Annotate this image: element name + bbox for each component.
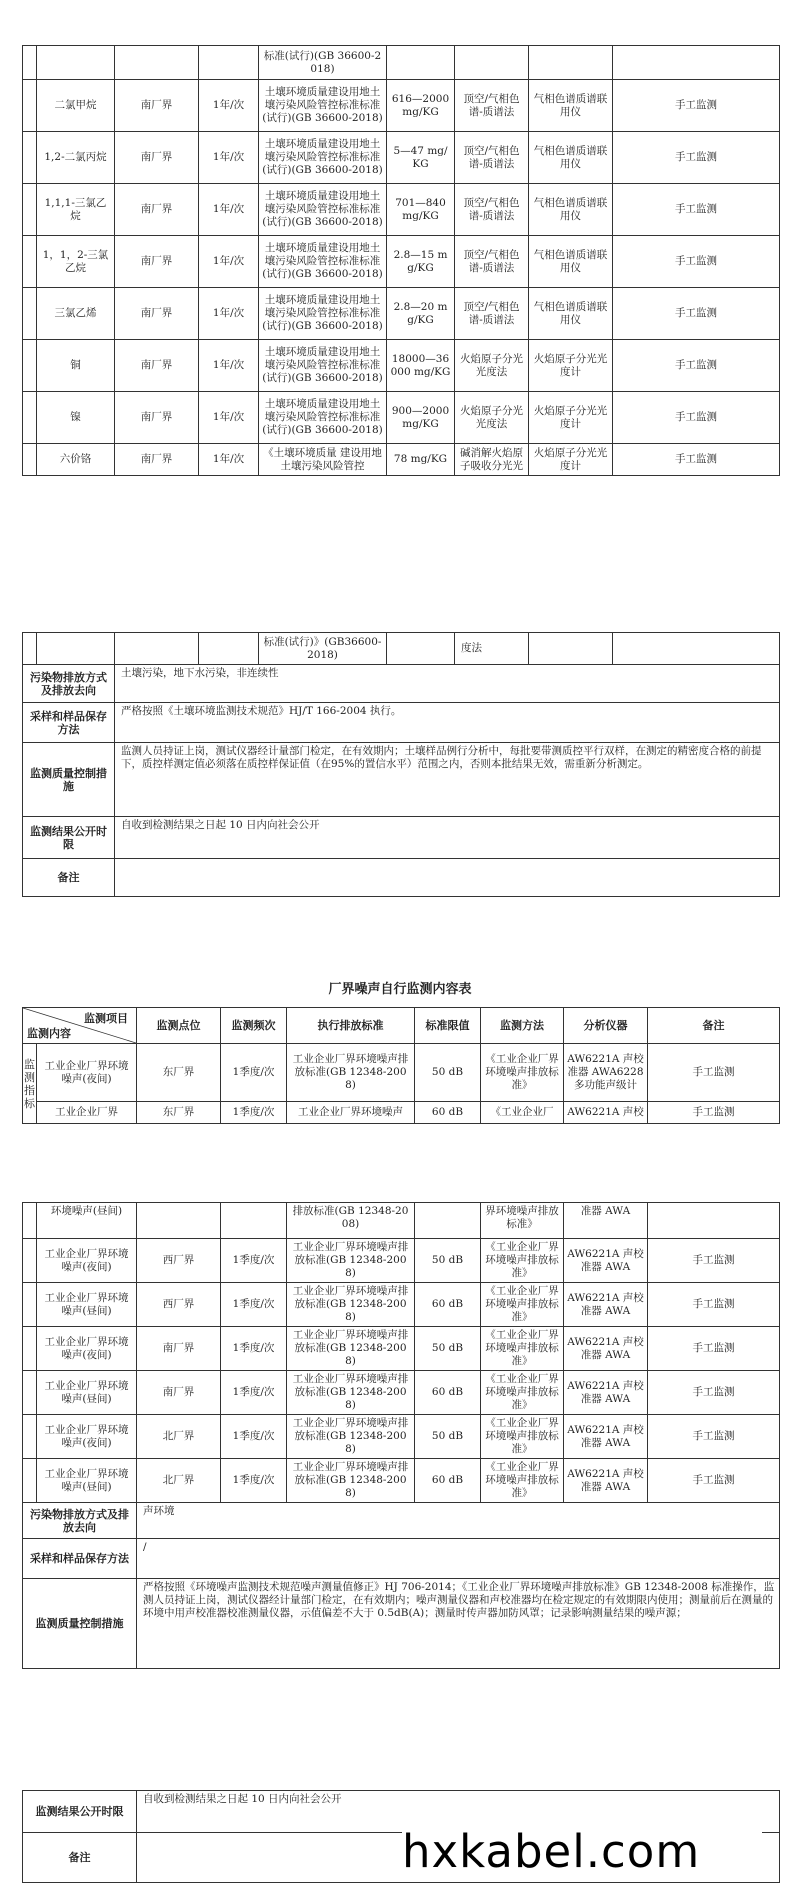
watermark-text: hxkabel.com: [402, 1822, 762, 1882]
item-cell: 工业企业厂界环境噪声(昼间): [37, 1459, 137, 1503]
standard-cell: 标准(试行)(GB 36600-2018): [259, 46, 387, 80]
info-value: 声环境: [137, 1503, 780, 1539]
instrument-cell: AW6221A 声校准器 AWA: [564, 1283, 648, 1327]
table-row: [23, 633, 780, 665]
instrument-cell: 气相色谱质谱联用仪: [529, 184, 613, 236]
remark-cell: 手工监测: [648, 1459, 780, 1503]
instrument-cell: 气相色谱质谱联用仪: [529, 80, 613, 132]
point-cell: 南厂界: [115, 444, 199, 476]
instrument-cell: 火焰原子分光光度计: [529, 444, 613, 476]
freq-cell: 1年/次: [199, 392, 259, 444]
remark-cell: 手工监测: [648, 1283, 780, 1327]
table-row: [23, 340, 780, 392]
freq-cell: 1年/次: [199, 184, 259, 236]
limit-cell: 2.8—15 mg/KG: [387, 236, 455, 288]
standard-cell: 工业企业厂界环境噪声排放标准(GB 12348-2008): [287, 1415, 415, 1459]
soil-monitoring-table: [22, 45, 780, 476]
standard-cell: 标准(试行)》(GB36600-2018): [259, 633, 387, 665]
remark-cell: 手工监测: [613, 132, 780, 184]
freq-cell: 1季度/次: [221, 1102, 287, 1124]
info-value: /: [137, 1539, 780, 1579]
standard-cell: 土壤环境质量建设用地土壤污染风险管控标准标准(试行)(GB 36600-2018): [259, 132, 387, 184]
instrument-cell: 气相色谱质谱联用仪: [529, 236, 613, 288]
method-cell: 界环境噪声排放标准》: [481, 1203, 564, 1239]
point-cell: 南厂界: [137, 1371, 221, 1415]
header-item: 监测项目: [84, 1012, 128, 1025]
table-row: [23, 444, 780, 476]
limit-cell: 616—2000 mg/KG: [387, 80, 455, 132]
point-cell: 北厂界: [137, 1415, 221, 1459]
item-cell: 工业企业厂界环境噪声(昼间): [37, 1371, 137, 1415]
table-row: [23, 184, 780, 236]
item-cell: 二氯甲烷: [37, 80, 115, 132]
info-label: 采样和样品保存方法: [23, 703, 115, 743]
remark-cell: 手工监测: [648, 1371, 780, 1415]
table-row: [23, 132, 780, 184]
table-row: [23, 1327, 780, 1371]
instrument-cell: 气相色谱质谱联用仪: [529, 132, 613, 184]
noise-rows: [23, 1239, 780, 1503]
item-cell: 铜: [37, 340, 115, 392]
info-row: [23, 859, 780, 897]
item-cell: 工业企业厂界环境噪声(昼间): [37, 1283, 137, 1327]
table-row: [23, 236, 780, 288]
info-value: 监测人员持证上岗，测试仪器经计量部门检定，在有效期内；土壤样品例行分析中，每批要带测质控平行双样，在测定的精密度合格的前提下，质控样测定值必须落在质控样保证值（在95%的置信水平）范围之内，否则本批结果无效，需重新分析测定。: [115, 743, 780, 817]
point-cell: 南厂界: [115, 132, 199, 184]
limit-cell: 50 dB: [415, 1327, 481, 1371]
info-label: 污染物排放方式及排放去向: [23, 665, 115, 703]
item-cell: 工业企业厂界环境噪声(夜间): [37, 1239, 137, 1283]
point-cell: 南厂界: [137, 1327, 221, 1371]
freq-cell: 1季度/次: [221, 1239, 287, 1283]
instrument-cell: AW6221A 声校准器 AWA: [564, 1459, 648, 1503]
noise-info-rows: [23, 1503, 780, 1669]
table-row: [23, 1044, 780, 1102]
table-row: [23, 80, 780, 132]
info-value: 严格按照《环境噪声监测技术规范噪声测量值修正》HJ 706-2014；《工业企业厂界环境噪声排放标准》GB 12348-2008 标准操作，监测人员持证上岗，测试仪器经计量部门检定，在有效期内；噪声测量仪器和声校准器均在检定规定的有效期限内使用；测量前后在测量的环境中用声校准器校准测量仪器，示值偏差不大于 0.5dB(A)；测量时传声器加防风罩；记录影响测量结果的噪声源；: [137, 1579, 780, 1669]
point-cell: 东厂界: [137, 1102, 221, 1124]
freq-cell: 1季度/次: [221, 1415, 287, 1459]
remark-cell: 手工监测: [613, 444, 780, 476]
point-cell: 南厂界: [115, 184, 199, 236]
item-cell: 环境噪声(昼间): [37, 1203, 137, 1239]
method-cell: 碱消解火焰原子吸收分光光: [455, 444, 529, 476]
item-cell: 1,1,1-三氯乙烷: [37, 184, 115, 236]
freq-cell: 1年/次: [199, 132, 259, 184]
freq-cell: 1季度/次: [221, 1459, 287, 1503]
info-value: 严格按照《土壤环境监测技术规范》HJ/T 166-2004 执行。: [115, 703, 780, 743]
standard-cell: 工业企业厂界环境噪声排放标准(GB 12348-2008): [287, 1283, 415, 1327]
header-instrument: 分析仪器: [564, 1008, 648, 1044]
method-cell: 《工业企业厂界环境噪声排放标准》: [481, 1044, 564, 1102]
info-row: [23, 1503, 780, 1539]
info-label: 监测结果公开时限: [23, 817, 115, 859]
freq-cell: 1季度/次: [221, 1044, 287, 1102]
standard-cell: 工业企业厂界环境噪声排放标准(GB 12348-2008): [287, 1459, 415, 1503]
standard-cell: 土壤环境质量建设用地土壤污染风险管控标准标准(试行)(GB 36600-2018): [259, 340, 387, 392]
limit-cell: 60 dB: [415, 1283, 481, 1327]
limit-cell: 701—840 mg/KG: [387, 184, 455, 236]
method-cell: 顶空/气相色谱-质谱法: [455, 80, 529, 132]
freq-cell: 1季度/次: [221, 1371, 287, 1415]
header-limit: 标准限值: [415, 1008, 481, 1044]
point-cell: 南厂界: [115, 392, 199, 444]
point-cell: 北厂界: [137, 1459, 221, 1503]
standard-cell: 土壤环境质量建设用地土壤污染风险管控标准标准(试行)(GB 36600-2018): [259, 184, 387, 236]
info-value: [115, 859, 780, 897]
item-cell: 六价铬: [37, 444, 115, 476]
limit-cell: 50 dB: [415, 1239, 481, 1283]
point-cell: 西厂界: [137, 1283, 221, 1327]
item-cell: 1，1，2-三氯乙烷: [37, 236, 115, 288]
method-cell: 火焰原子分光光度法: [455, 340, 529, 392]
header-freq: 监测频次: [221, 1008, 287, 1044]
table-row: [23, 1459, 780, 1503]
instrument-cell: AW6221A 声校: [564, 1102, 648, 1124]
freq-cell: 1年/次: [199, 236, 259, 288]
method-cell: 火焰原子分光光度法: [455, 392, 529, 444]
limit-cell: 5—47 mg/KG: [387, 132, 455, 184]
method-cell: 《工业企业厂界环境噪声排放标准》: [481, 1371, 564, 1415]
header-point: 监测点位: [137, 1008, 221, 1044]
instrument-cell: AW6221A 声校准器 AWA: [564, 1239, 648, 1283]
item-cell: 工业企业厂界环境噪声(夜间): [37, 1044, 137, 1102]
table-row: [23, 1415, 780, 1459]
limit-cell: 60 dB: [415, 1102, 481, 1124]
remark-cell: 手工监测: [613, 80, 780, 132]
remark-cell: 手工监测: [648, 1415, 780, 1459]
info-row: [23, 703, 780, 743]
method-cell: 顶空/气相色谱-质谱法: [455, 236, 529, 288]
instrument-cell: AW6221A 声校准器 AWA: [564, 1415, 648, 1459]
limit-cell: 900—2000 mg/KG: [387, 392, 455, 444]
freq-cell: 1季度/次: [221, 1327, 287, 1371]
instrument-cell: AW6221A 声校准器 AWA6228 多功能声级计: [564, 1044, 648, 1102]
remark-cell: 手工监测: [613, 392, 780, 444]
limit-cell: 60 dB: [415, 1459, 481, 1503]
instrument-cell: 准器 AWA: [564, 1203, 648, 1239]
remark-cell: 手工监测: [648, 1239, 780, 1283]
standard-cell: 土壤环境质量建设用地土壤污染风险管控标准标准(试行)(GB 36600-2018): [259, 288, 387, 340]
info-row: [23, 665, 780, 703]
item-cell: 1,2-二氯丙烷: [37, 132, 115, 184]
info-row: [23, 817, 780, 859]
freq-cell: 1年/次: [199, 288, 259, 340]
noise-table: [22, 1007, 780, 1124]
instrument-cell: AW6221A 声校准器 AWA: [564, 1327, 648, 1371]
remark-cell: 手工监测: [613, 236, 780, 288]
method-cell: 顶空/气相色谱-质谱法: [455, 132, 529, 184]
limit-cell: 50 dB: [415, 1044, 481, 1102]
header-content: 监测内容: [27, 1027, 71, 1040]
freq-cell: 1年/次: [199, 444, 259, 476]
standard-cell: 工业企业厂界环境噪声排放标准(GB 12348-2008): [287, 1327, 415, 1371]
info-label: 污染物排放方式及排放去向: [23, 1503, 137, 1539]
method-cell: 度法: [455, 633, 529, 665]
point-cell: 南厂界: [115, 236, 199, 288]
noise-table-title: 厂界噪声自行监测内容表: [328, 982, 472, 997]
item-cell: 工业企业厂界: [37, 1102, 137, 1124]
method-cell: 顶空/气相色谱-质谱法: [455, 288, 529, 340]
table-row: [23, 392, 780, 444]
remark-cell: 手工监测: [613, 184, 780, 236]
method-cell: 《工业企业厂界环境噪声排放标准》: [481, 1239, 564, 1283]
table-row: [23, 46, 780, 80]
method-cell: 《工业企业厂: [481, 1102, 564, 1124]
instrument-cell: 火焰原子分光光度计: [529, 392, 613, 444]
freq-cell: 1年/次: [199, 340, 259, 392]
remark-cell: 手工监测: [613, 340, 780, 392]
standard-cell: 土壤环境质量建设用地土壤污染风险管控标准标准(试行)(GB 36600-2018): [259, 236, 387, 288]
table-row: [23, 1203, 780, 1239]
standard-cell: 土壤环境质量建设用地土壤污染风险管控标准标准(试行)(GB 36600-2018): [259, 80, 387, 132]
freq-cell: 1季度/次: [221, 1283, 287, 1327]
info-row: [23, 1539, 780, 1579]
remark-cell: 手工监测: [648, 1044, 780, 1102]
item-cell: 工业企业厂界环境噪声(夜间): [37, 1415, 137, 1459]
method-cell: 《工业企业厂界环境噪声排放标准》: [481, 1283, 564, 1327]
standard-cell: 《土壤环境质量 建设用地土壤污染风险管控: [259, 444, 387, 476]
point-cell: 西厂界: [137, 1239, 221, 1283]
method-cell: 《工业企业厂界环境噪声排放标准》: [481, 1415, 564, 1459]
point-cell: 南厂界: [115, 80, 199, 132]
standard-cell: 工业企业厂界环境噪声: [287, 1102, 415, 1124]
limit-cell: 78 mg/KG: [387, 444, 455, 476]
info-label: 备注: [23, 1833, 137, 1883]
method-cell: 顶空/气相色谱-质谱法: [455, 184, 529, 236]
limit-cell: 60 dB: [415, 1371, 481, 1415]
table-row: [23, 1371, 780, 1415]
info-value: 自收到检测结果之日起 10 日内向社会公开: [137, 1791, 780, 1833]
info-label: 监测质量控制措施: [23, 1579, 137, 1669]
info-label: 监测结果公开时限: [23, 1791, 137, 1833]
freq-cell: 1年/次: [199, 80, 259, 132]
point-cell: 南厂界: [115, 340, 199, 392]
standard-cell: 工业企业厂界环境噪声排放标准(GB 12348-2008): [287, 1239, 415, 1283]
standard-cell: 排放标准(GB 12348-2008): [287, 1203, 415, 1239]
side-label: 监测指标: [23, 1044, 37, 1124]
header-method: 监测方法: [481, 1008, 564, 1044]
remark-cell: 手工监测: [648, 1102, 780, 1124]
limit-cell: 50 dB: [415, 1415, 481, 1459]
header-standard: 执行排放标准: [287, 1008, 415, 1044]
item-cell: 镍: [37, 392, 115, 444]
info-label: 采样和样品保存方法: [23, 1539, 137, 1579]
table-header-row: [23, 1008, 780, 1044]
instrument-cell: 火焰原子分光光度计: [529, 340, 613, 392]
soil-rows: [23, 80, 780, 476]
table-row: [23, 288, 780, 340]
soil-info-table: [22, 632, 780, 897]
table-row: [23, 1102, 780, 1124]
limit-cell: 18000—36000 mg/KG: [387, 340, 455, 392]
point-cell: 东厂界: [137, 1044, 221, 1102]
remark-cell: 手工监测: [648, 1327, 780, 1371]
instrument-cell: 气相色谱质谱联用仪: [529, 288, 613, 340]
info-label: 监测质量控制措施: [23, 743, 115, 817]
remark-cell: 手工监测: [613, 288, 780, 340]
method-cell: 《工业企业厂界环境噪声排放标准》: [481, 1327, 564, 1371]
info-label: 备注: [23, 859, 115, 897]
table-row: [23, 1239, 780, 1283]
noise-table-continued: [22, 1202, 780, 1669]
standard-cell: 土壤环境质量建设用地土壤污染风险管控标准标准(试行)(GB 36600-2018): [259, 392, 387, 444]
header-diagonal-cell: [23, 1008, 137, 1044]
info-row: [23, 743, 780, 817]
point-cell: 南厂界: [115, 288, 199, 340]
header-remark: 备注: [648, 1008, 780, 1044]
instrument-cell: AW6221A 声校准器 AWA: [564, 1371, 648, 1415]
limit-cell: 2.8—20 mg/KG: [387, 288, 455, 340]
standard-cell: 工业企业厂界环境噪声排放标准(GB 12348-2008): [287, 1371, 415, 1415]
standard-cell: 工业企业厂界环境噪声排放标准(GB 12348-2008): [287, 1044, 415, 1102]
soil-info-rows: [23, 665, 780, 897]
info-row: [23, 1579, 780, 1669]
item-cell: 工业企业厂界环境噪声(夜间): [37, 1327, 137, 1371]
info-value: 土壤污染，地下水污染，非连续性: [115, 665, 780, 703]
table-row: [23, 1283, 780, 1327]
info-value: 自收到检测结果之日起 10 日内向社会公开: [115, 817, 780, 859]
item-cell: 三氯乙烯: [37, 288, 115, 340]
method-cell: 《工业企业厂界环境噪声排放标准》: [481, 1459, 564, 1503]
